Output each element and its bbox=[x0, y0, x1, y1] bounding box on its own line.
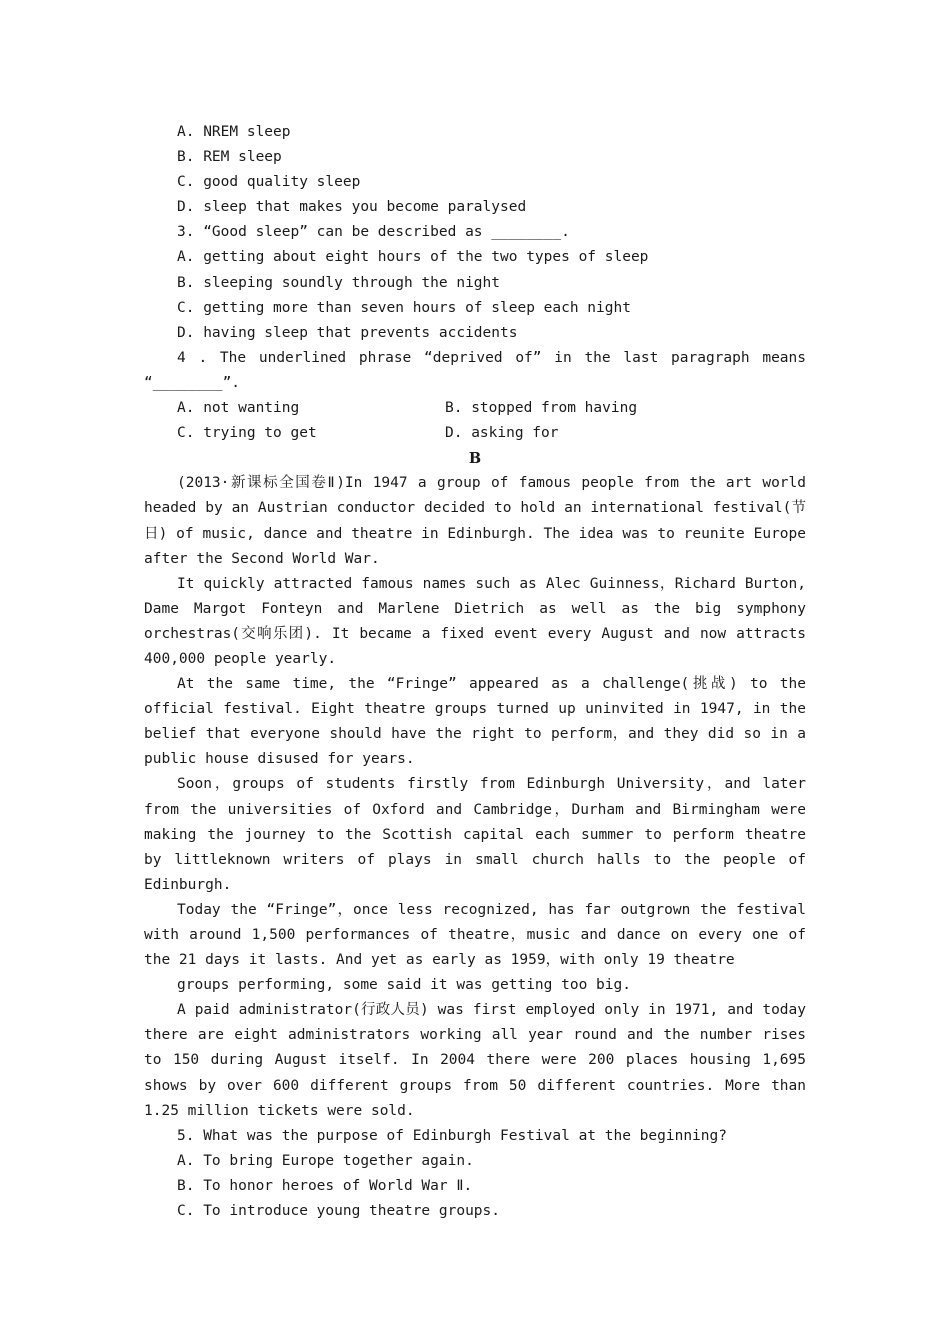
q5-stem: 5. What was the purpose of Edinburgh Festival at the beginning? bbox=[177, 1127, 727, 1144]
q4-stem-line1: 4 . The underlined phrase “deprived of” in the last paragraph means bbox=[177, 349, 806, 366]
q4-options-row1 bbox=[144, 396, 806, 421]
q5-option-a: A. To bring Europe together again. bbox=[177, 1152, 474, 1169]
passage-paragraph-1: (2013·新课标全国卷Ⅱ)In 1947 a group of famous people from the art world headed by an Austrian conductor decided to hold an international festival(节日) of music, dance and theatre in Edinburgh. The idea was to reunite Europe after the Second World War. bbox=[144, 475, 806, 567]
q5-option-b: B. To honor heroes of World War Ⅱ. bbox=[177, 1177, 473, 1194]
document-page bbox=[144, 120, 806, 1224]
q4-option-b: B. stopped from having bbox=[445, 400, 638, 417]
q2-option-b: B. REM sleep bbox=[177, 149, 282, 166]
q2-option-c: C. good quality sleep bbox=[177, 174, 361, 191]
q4-stem-line2: “________”. bbox=[144, 374, 241, 391]
passage-paragraph-3: At the same time, the “Fringe” appeared as a challenge(挑战) to the official festival. Eight theatre groups turned up uninvited in 1947, in the belief that everyone should have the right to perform，and they did so in a public house disused for years. bbox=[144, 676, 806, 768]
q3-option-d: D. having sleep that prevents accidents bbox=[177, 324, 518, 341]
q2-option-d: D. sleep that makes you become paralysed bbox=[177, 199, 527, 216]
q5-option-c: C. To introduce young theatre groups. bbox=[177, 1203, 501, 1220]
q4-options-row2 bbox=[144, 421, 806, 446]
q4-option-c: C. trying to get bbox=[177, 425, 317, 442]
q4-option-d: D. asking for bbox=[445, 425, 559, 442]
passage-paragraph-5: Today the “Fringe”，once less recognized, has far outgrown the festival with around 1,500 performances of theatre，music and dance on every one of the 21 days it lasts. And yet as early as 1959，with only 19 theatre bbox=[144, 901, 806, 969]
q4-option-a: A. not wanting bbox=[177, 400, 300, 417]
passage-paragraph-4: Soon，groups of students firstly from Edinburgh University，and later from the universities of Oxford and Cambridge，Durham and Birmingham were making the journey to the Scottish capital each summer to perform theatre by littleknown writers of plays in small church halls to the people of Edinburgh. bbox=[144, 776, 806, 893]
passage-paragraph-5-continued: groups performing, some said it was getting too big. bbox=[177, 977, 631, 994]
q3-option-c: C. getting more than seven hours of sleep each night bbox=[177, 299, 631, 316]
passage-paragraph-2: It quickly attracted famous names such as Alec Guinness，Richard Burton, Dame Margot Fonteyn and Marlene Dietrich as well as the big symphony orchestras(交响乐团). It became a fixed event every August and now attracts 400,000 people yearly. bbox=[144, 575, 806, 667]
q3-option-b: B. sleeping soundly through the night bbox=[177, 274, 501, 291]
q3-stem: 3. “Good sleep” can be described as ________. bbox=[177, 224, 570, 241]
passage-paragraph-6: A paid administrator(行政人员) was first employed only in 1971, and today there are eight administrators working all year round and the number rises to 150 during August itself. In 2004 there were 200 places housing 1,695 shows by over 600 different groups from 50 different countries. More than 1.25 million tickets were sold. bbox=[144, 1002, 806, 1119]
q2-option-a: A. NREM sleep bbox=[177, 124, 291, 140]
q3-option-a: A. getting about eight hours of the two types of sleep bbox=[177, 249, 649, 266]
section-heading: B bbox=[468, 450, 482, 468]
